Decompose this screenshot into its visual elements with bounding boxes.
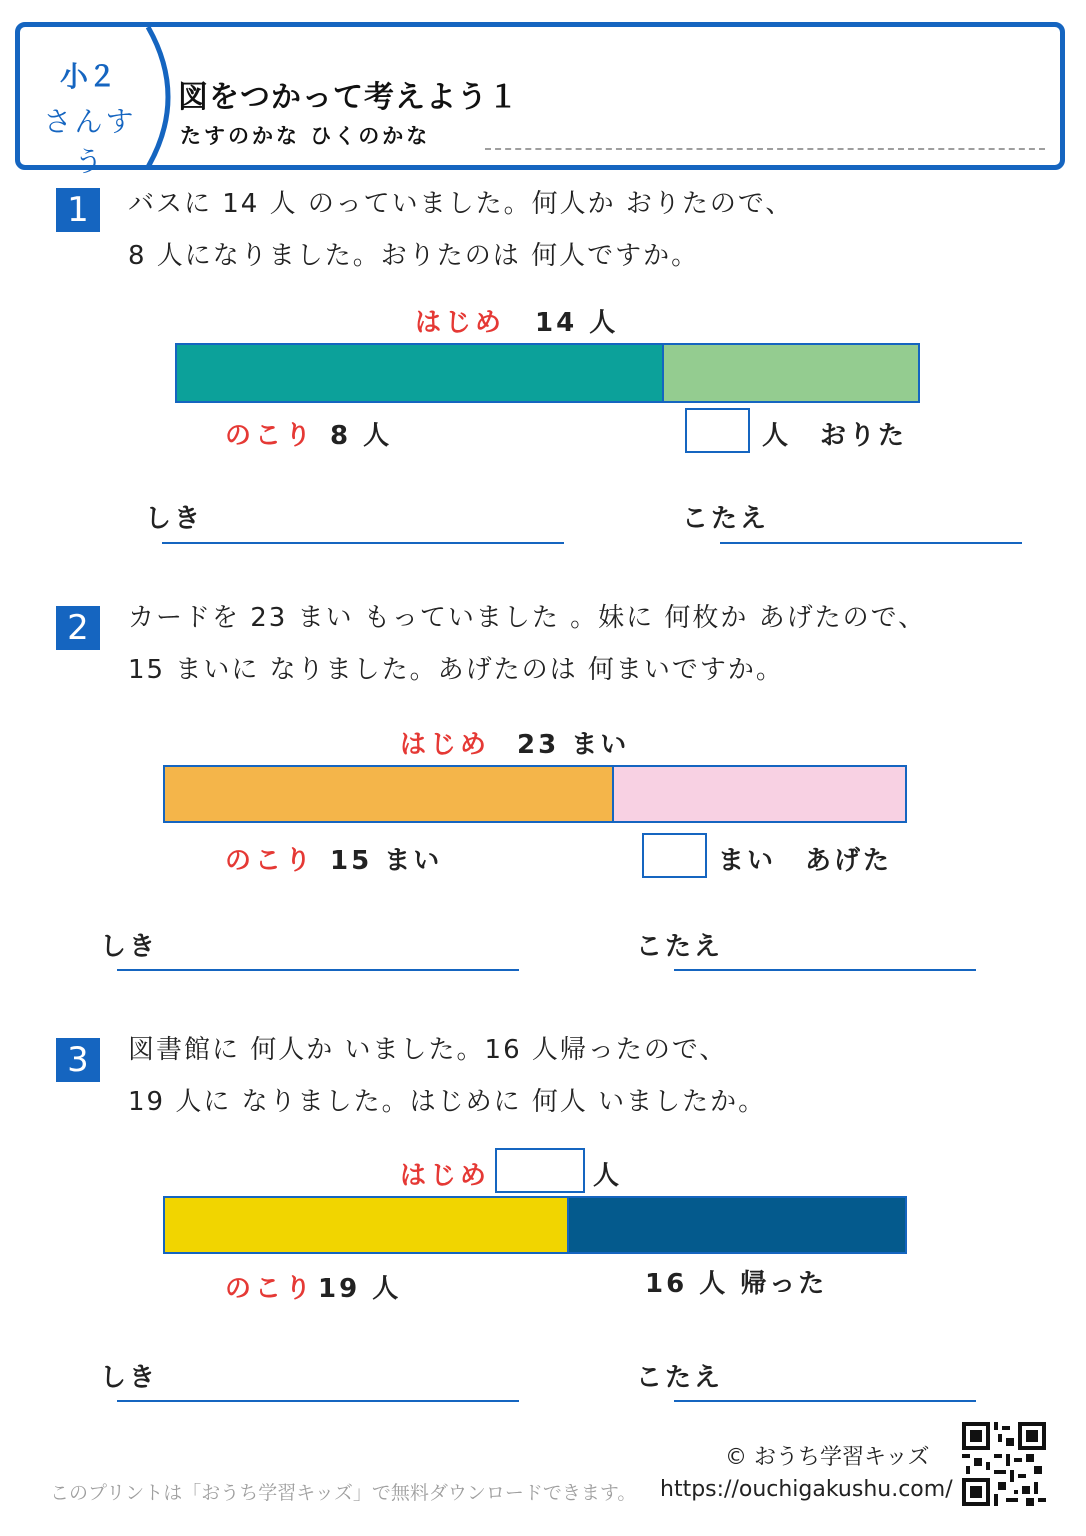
- answer-label: こたえ: [636, 932, 724, 962]
- tape-diagram: [175, 343, 920, 403]
- qr-code-icon[interactable]: [962, 1422, 1046, 1506]
- site-url[interactable]: https://ouchigakushu.com/: [660, 1477, 953, 1502]
- tape-diagram: [163, 1196, 907, 1254]
- answer-box[interactable]: [642, 833, 707, 878]
- tape-change-segment: [569, 1198, 905, 1252]
- question-text-line2: 19 人に なりました。はじめに 何人 いましたか。: [128, 1087, 767, 1117]
- remain-value: 8 人: [330, 421, 393, 451]
- question-text-line2: 15 まいに なりました。あげたのは 何まいですか。: [128, 655, 784, 685]
- remain-label: のこり: [225, 1274, 316, 1304]
- copyright-text: © おうち学習キッズ: [725, 1445, 930, 1470]
- tape-diagram: [163, 765, 907, 823]
- start-label: はじめ: [400, 1161, 491, 1191]
- formula-line[interactable]: [117, 969, 519, 971]
- question-text-line1: カードを 23 まい もっていました 。妹に 何枚か あげたので、: [128, 603, 927, 633]
- tape-remain-segment: [165, 767, 614, 821]
- question-text-line1: 図書館に 何人か いました。16 人帰ったので、: [128, 1035, 728, 1065]
- change-label: 人 おりた: [762, 421, 908, 451]
- question-number: 3: [56, 1038, 100, 1082]
- tape-change-segment: [664, 345, 918, 401]
- answer-box[interactable]: [495, 1148, 585, 1193]
- start-label: はじめ: [415, 308, 506, 338]
- remain-value: 15 まい: [330, 846, 443, 876]
- footer-note: このプリントは「おうち学習キッズ」で無料ダウンロードできます。: [50, 1482, 637, 1504]
- formula-label: しき: [100, 932, 159, 962]
- formula-label: しき: [100, 1363, 159, 1393]
- answer-label: こたえ: [636, 1363, 724, 1393]
- answer-line[interactable]: [720, 542, 1022, 544]
- change-label: まい あげた: [718, 846, 893, 876]
- answer-line[interactable]: [674, 969, 976, 971]
- tape-change-segment: [614, 767, 905, 821]
- question-text-line2: 8 人になりました。おりたのは 何人ですか。: [128, 241, 700, 271]
- answer-label: こたえ: [682, 504, 770, 534]
- answer-line[interactable]: [674, 1400, 976, 1402]
- remain-value: 19 人: [318, 1274, 402, 1304]
- change-label: 16 人 帰った: [645, 1269, 828, 1299]
- remain-label: のこり: [225, 421, 316, 451]
- tape-remain-segment: [165, 1198, 569, 1252]
- start-label: はじめ: [400, 730, 491, 760]
- name-write-line[interactable]: [485, 148, 1045, 150]
- formula-line[interactable]: [162, 542, 564, 544]
- question-text-line1: バスに 14 人 のっていました。何人か おりたので、: [128, 189, 794, 219]
- question-number: 2: [56, 606, 100, 650]
- formula-line[interactable]: [117, 1400, 519, 1402]
- start-unit: 人: [593, 1161, 623, 1191]
- subject-label: さんすう: [43, 105, 137, 178]
- worksheet-title: 図をつかって考えよう１: [178, 80, 519, 115]
- remain-label: のこり: [225, 846, 316, 876]
- formula-label: しき: [145, 504, 204, 534]
- grade-label: 小２: [59, 60, 116, 93]
- start-value: 23 まい: [517, 730, 630, 760]
- start-value: 14 人: [535, 308, 619, 338]
- answer-box[interactable]: [685, 408, 750, 453]
- worksheet-subtitle: たすのかな ひくのかな: [180, 124, 431, 148]
- tape-remain-segment: [177, 345, 664, 401]
- question-number: 1: [56, 188, 100, 232]
